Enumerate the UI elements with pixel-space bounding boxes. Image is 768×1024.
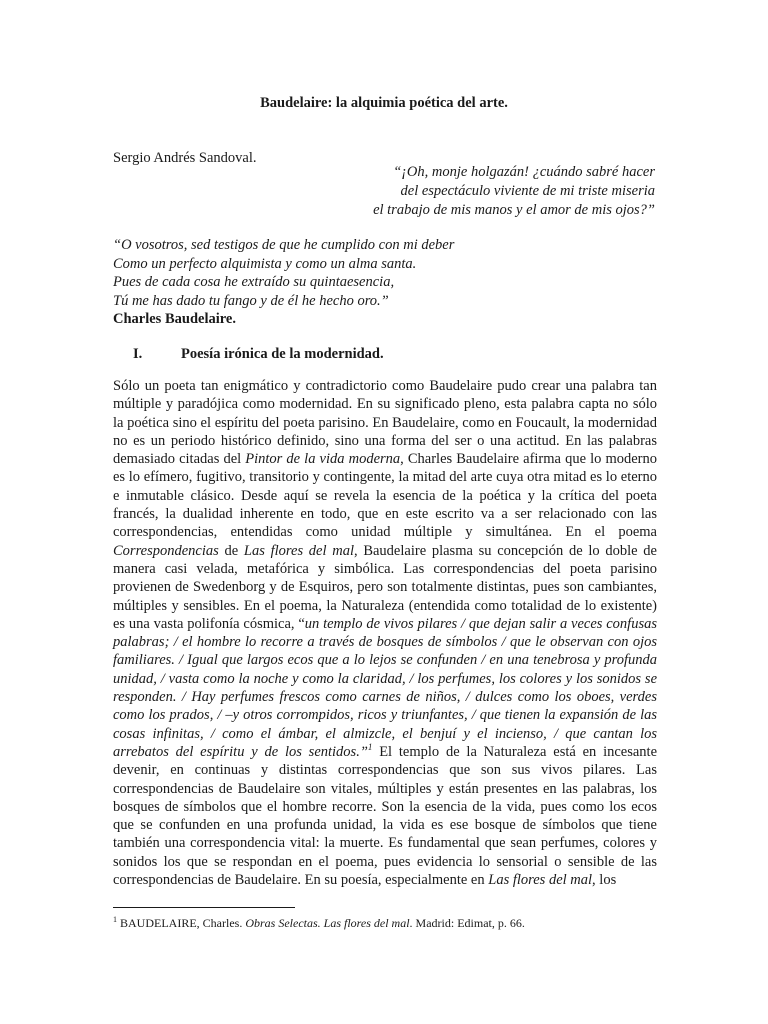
- epigraph-second: [113, 236, 673, 329]
- epigraph-line: “¡Oh, monje holgazán! ¿cuándo sabré hacer: [393, 164, 655, 180]
- epigraph-line: el trabajo de mis manos y el amor de mis ojos?”: [373, 202, 655, 218]
- footnote-author: BAUDELAIRE, Charles.: [117, 916, 246, 930]
- body-run: Las flores del mal: [243, 542, 354, 559]
- body-run: , Charles Baudelaire afirma que lo moderno es lo efímero, fugitivo, transitorio y contingente, la mitad del arte cuya otra mitad es lo eterno e inmutable clásico. Desde aquí se revela la esencia de la poética y la crítica del poeta francés, la dualidad inherente en todo, que en este escrito va a ser relacionado con las correspondencias, entendidas como unidad múltiple y simultánea. En el poema: [113, 451, 658, 541]
- document-title: Baudelaire: la alquimia poética del arte.: [260, 95, 508, 111]
- body-run: Sólo un poeta tan enigmático y contradictorio como Baudelaire pudo crear una palabra tan múltiple y paradójica como modernidad. En su significado pleno, esta palabra capta no sólo la poética sino el espíritu del poeta parisino. En Baudelaire, como en Foucault, la modernidad no es un periodo histórico definido, sino una forma del ser o una actitud. En las palabras demasiado citadas del: [113, 378, 657, 468]
- footnote-separator: [113, 907, 295, 908]
- epigraph-first: [235, 163, 655, 220]
- footnote: [113, 914, 525, 932]
- epigraph-line: Tú me has dado tu fango y de él he hecho oro.”: [113, 292, 389, 309]
- epigraph-line: del espectáculo viviente de mi triste miseria: [400, 183, 655, 199]
- body-run: , Baudelaire plasma su concepción de lo doble de manera casi velada, metafórica y simbólica. Las correspondencias del poeta parisino provienen de Swedenborg y de Esquiros, pero son totalmente distintas, pues son cambiantes, múltiples y sensibles. En el poema, la Naturaleza (entendida como totalidad de lo existente) es una vasta polifonía cósmica, “: [113, 542, 657, 632]
- body-run: El templo de la Naturaleza está en incesante devenir, en continuas y distintas correspondencias que son sus vivos pilares. Las correspondencias de Baudelaire son vitales, múltiples y están presentes en las palabras, los bosques de símbolos que el hombre recorre. Son la esencia de la vida, pues como los ecos que se confunden en una profunda unidad, la vida es ese bosque de símbolos que tiene también una correspondencia vital: la muerte. Es fundamental que sean perfumes, colores y sonidos los que se respondan en el poema, pues evidencia lo sensorial o sensible de las correspondencias de Baudelaire. En su poesía, especialmente en: [113, 743, 658, 889]
- body-paragraph: [113, 377, 657, 889]
- footnote-reference[interactable]: 1: [367, 742, 373, 753]
- section-number: I.: [133, 346, 143, 362]
- section-title: Poesía irónica de la modernidad.: [181, 346, 384, 362]
- body-run: de: [218, 542, 244, 559]
- body-run: un templo de vivos pilares / que dejan salir a veces confusas palabras; / el hombre lo recorre a través de bosques de símbolos / que le observan con ojos familiares. / Igual que largos ecos que a lo lejos se confunden / en una tenebrosa y profunda unidad, / vasta como la noche y como la claridad, / los perfumes, los colores y los sonidos se responden. / Hay perfumes frescos como carnes de niños, / dulces como los oboes, verdes como los prados, / –y otros corrompidos, ricos y triunfantes, / que tienen la expansión de las cosas infinitas, / como el ámbar, el almizcle, el benjuí y el incienso, / que cantan los arrebatos del espíritu y de los sentidos.”: [113, 615, 657, 760]
- footnote-number: 1: [113, 915, 117, 924]
- epigraph-line: Como un perfecto alquimista y como un alma santa.: [113, 255, 417, 272]
- section-heading: [133, 345, 384, 363]
- body-run: Las flores del mal: [488, 872, 593, 889]
- epigraph-line: Pues de cada cosa he extraído su quintaesencia,: [113, 274, 395, 290]
- footnote-work: Obras Selectas. Las flores del mal: [245, 916, 410, 930]
- footnote-rest: . Madrid: Edimat, p. 66.: [409, 916, 525, 930]
- body-run: , los: [592, 872, 617, 889]
- epigraph-line: “O vosotros, sed testigos de que he cumplido con mi deber: [113, 237, 455, 253]
- body-run: Correspondencias: [113, 542, 219, 559]
- body-run: Pintor de la vida moderna: [245, 451, 401, 468]
- body-text: [113, 377, 657, 889]
- epigraph-author: Charles Baudelaire.: [113, 311, 236, 327]
- author-name: Sergio Andrés Sandoval.: [113, 150, 257, 166]
